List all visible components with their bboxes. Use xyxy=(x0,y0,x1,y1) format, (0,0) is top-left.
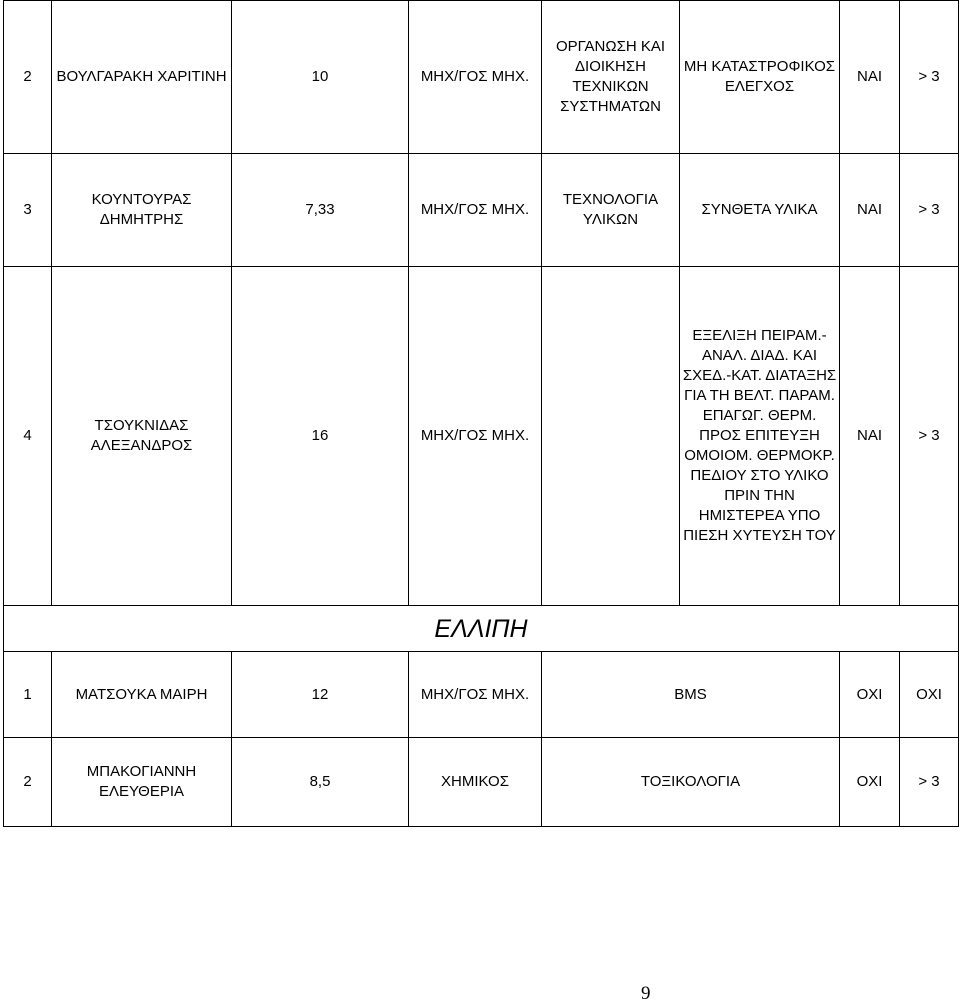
table-row xyxy=(4,738,959,827)
grade: 10 xyxy=(232,1,409,154)
topic: ΣΥΝΘΕΤΑ ΥΛΙΚΑ xyxy=(680,154,840,267)
answer-b: > 3 xyxy=(900,738,959,827)
section-header-row xyxy=(4,606,959,652)
candidate-name: ΜΠΑΚΟΓΙΑΝΝΗ ΕΛΕΥΘΕΡΙΑ xyxy=(52,738,232,827)
topic: ΤΟΞΙΚΟΛΟΓΙΑ xyxy=(542,738,840,827)
table-row xyxy=(4,154,959,267)
grade: 12 xyxy=(232,652,409,738)
answer-a: ΝΑΙ xyxy=(840,154,900,267)
page-number: 9 xyxy=(641,983,651,1004)
candidate-name: ΒΟΥΛΓΑΡΑΚΗ ΧΑΡΙΤΙΝΗ xyxy=(52,1,232,154)
section-title: ΕΛΛΙΠΗ xyxy=(4,606,959,652)
topic: ΕΞΕΛΙΞΗ ΠΕΙΡΑΜ.-ΑΝΑΛ. ΔΙΑΔ. ΚΑΙ ΣΧΕΔ.-ΚΑΤ. ΔΙΑΤΑΞΗΣ ΓΙΑ ΤΗ ΒΕΛΤ. ΠΑΡΑΜ. ΕΠΑΓΩΓ. ΘΕΡΜ. ΠΡΟΣ ΕΠΙΤΕΥΞΗ ΟΜΟΙΟΜ. ΘΕΡΜΟΚΡ. ΠΕΔΙΟΥ ΣΤΟ ΥΛΙΚΟ ΠΡΙΝ ΤΗΝ ΗΜΙΣΤΕΡΕΑ ΥΠΟ ΠΙΕΣΗ ΧΥΤΕΥΣΗ ΤΟΥ xyxy=(680,267,840,606)
row-number: 1 xyxy=(4,652,52,738)
topic: ΜΗ ΚΑΤΑΣΤΡΟΦΙΚΟΣ ΕΛΕΓΧΟΣ xyxy=(680,1,840,154)
answer-b: > 3 xyxy=(900,154,959,267)
row-number: 2 xyxy=(4,738,52,827)
answer-a: ΟΧΙ xyxy=(840,652,900,738)
answer-b: ΟΧΙ xyxy=(900,652,959,738)
answer-a: ΝΑΙ xyxy=(840,1,900,154)
topic: BMS xyxy=(542,652,840,738)
row-number: 3 xyxy=(4,154,52,267)
table-row xyxy=(4,1,959,154)
field xyxy=(542,267,680,606)
candidate-name: ΤΣΟΥΚΝΙΔΑΣ ΑΛΕΞΑΝΔΡΟΣ xyxy=(52,267,232,606)
candidates-table xyxy=(3,0,959,827)
table-row xyxy=(4,267,959,606)
grade: 8,5 xyxy=(232,738,409,827)
field: ΤΕΧΝΟΛΟΓΙΑ ΥΛΙΚΩΝ xyxy=(542,154,680,267)
grade: 7,33 xyxy=(232,154,409,267)
department: ΧΗΜΙΚΟΣ xyxy=(409,738,542,827)
department: ΜΗΧ/ΓΟΣ ΜΗΧ. xyxy=(409,154,542,267)
row-number: 2 xyxy=(4,1,52,154)
department: ΜΗΧ/ΓΟΣ ΜΗΧ. xyxy=(409,1,542,154)
grade: 16 xyxy=(232,267,409,606)
department: ΜΗΧ/ΓΟΣ ΜΗΧ. xyxy=(409,267,542,606)
field: ΟΡΓΑΝΩΣΗ ΚΑΙ ΔΙΟΙΚΗΣΗ ΤΕΧΝΙΚΩΝ ΣΥΣΤΗΜΑΤΩΝ xyxy=(542,1,680,154)
department: ΜΗΧ/ΓΟΣ ΜΗΧ. xyxy=(409,652,542,738)
answer-a: ΝΑΙ xyxy=(840,267,900,606)
answer-b: > 3 xyxy=(900,1,959,154)
row-number: 4 xyxy=(4,267,52,606)
candidate-name: ΚΟΥΝΤΟΥΡΑΣ ΔΗΜΗΤΡΗΣ xyxy=(52,154,232,267)
table-row xyxy=(4,652,959,738)
answer-b: > 3 xyxy=(900,267,959,606)
candidate-name: ΜΑΤΣΟΥΚΑ ΜΑΙΡΗ xyxy=(52,652,232,738)
answer-a: ΟΧΙ xyxy=(840,738,900,827)
